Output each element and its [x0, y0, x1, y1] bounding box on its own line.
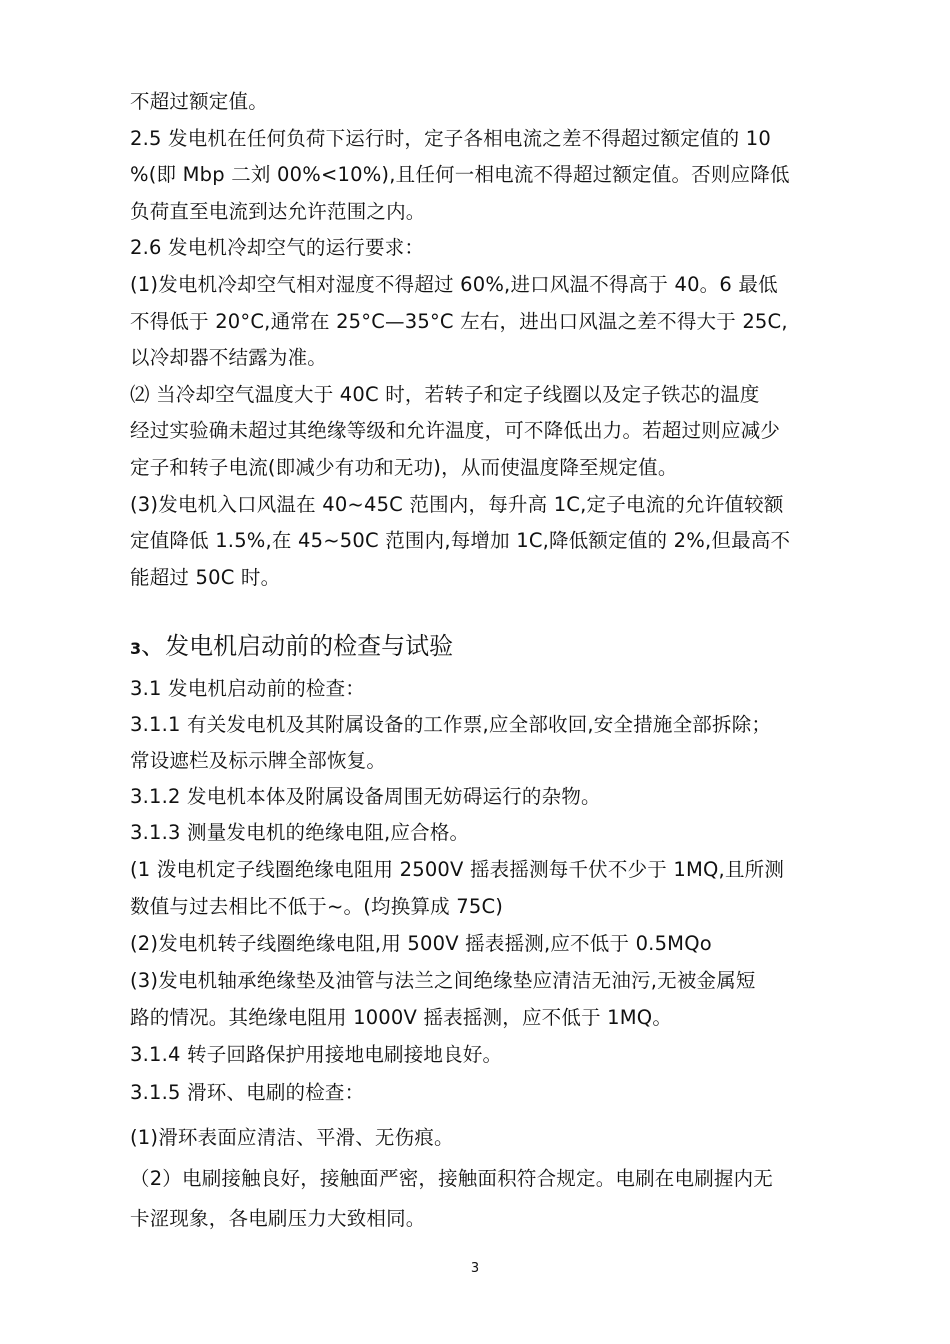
section-number: 3 — [130, 639, 142, 658]
text-line: (1 泼电机定子线圈绝缘电阻用 2500V 摇表摇测每千伏不少于 1MQ,且所测 — [130, 858, 785, 881]
text-line: 2.6 发电机冷却空气的运行要求： — [130, 236, 425, 259]
text-line: (2)发电机转子线圈绝缘电阻,用 500V 摇表摇测,应不低于 0.5MQo — [130, 932, 712, 955]
text-line: 3.1.1 有关发电机及其附属设备的工作票,应全部收回,安全措施全部拆除； — [130, 713, 772, 736]
text-line: 3.1.3 测量发电机的绝缘电阻,应合格。 — [130, 821, 470, 844]
text-line: 经过实验确未超过其绝缘等级和允许温度，可不降低出力。若超过则应减少 — [130, 419, 781, 442]
text-line: %(即 Mbp 二刘 00%<10%),且任何一相电流不得超过额定值。否则应降低 — [130, 163, 790, 186]
text-line: (1)滑环表面应清洁、平滑、无伤痕。 — [130, 1126, 454, 1149]
text-line: 定值降低 1.5%,在 45~50C 范围内,每增加 1C,降低额定值的 2%,但最高不 — [130, 529, 791, 552]
text-line: 以冷却器不结露为准。 — [130, 346, 328, 369]
text-line: 3.1 发电机启动前的检查： — [130, 677, 366, 700]
text-line: 3.1.2 发电机本体及附属设备周围无妨碍运行的杂物。 — [130, 785, 601, 808]
text-line: 能超过 50C 时。 — [130, 566, 281, 589]
text-line: 2.5 发电机在任何负荷下运行时，定子各相电流之差不得超过额定值的 10 — [130, 127, 771, 150]
text-line: 定子和转子电流(即减少有功和无功)，从而使温度降至规定值。 — [130, 456, 678, 479]
text-line: (3)发电机入口风温在 40~45C 范围内，每升高 1C,定子电流的允许值较额 — [130, 493, 784, 516]
text-line: 负荷直至电流到达允许范围之内。 — [130, 200, 426, 223]
text-line: (1)发电机冷却空气相对湿度不得超过 60%,进口风温不得高于 40。6 最低 — [130, 273, 778, 296]
text-line: （2）电刷接触良好，接触面严密，接触面积符合规定。电刷在电刷握内无 — [130, 1167, 774, 1190]
text-line: 不得低于 20°C,通常在 25°C—35°C 左右，进出口风温之差不得大于 25C, — [130, 310, 788, 333]
text-line: 3.1.4 转子回路保护用接地电刷接地良好。 — [130, 1043, 503, 1066]
text-line: 卡涩现象，各电刷压力大致相同。 — [130, 1207, 426, 1230]
text-line: ⑵ 当冷却空气温度大于 40C 时，若转子和定子线圈以及定子铁芯的温度 — [130, 383, 760, 406]
section-title: 、发电机启动前的检查与试验 — [141, 632, 454, 660]
text-line: 不超过额定值。 — [130, 90, 268, 113]
text-line: 数值与过去相比不低于~。(均换算成 75C) — [130, 895, 504, 918]
text-line: 路的情况。其绝缘电阻用 1000V 摇表摇测，应不低于 1MQ。 — [130, 1006, 673, 1029]
text-line: (3)发电机轴承绝缘垫及油管与法兰之间绝缘垫应清洁无油污,无被金属短 — [130, 969, 756, 992]
text-line: 3.1.5 滑环、电刷的检查： — [130, 1081, 365, 1104]
page-number: 3 — [470, 1261, 480, 1276]
section-heading — [130, 630, 830, 665]
text-line: 常设遮栏及标示牌全部恢复。 — [130, 749, 387, 772]
